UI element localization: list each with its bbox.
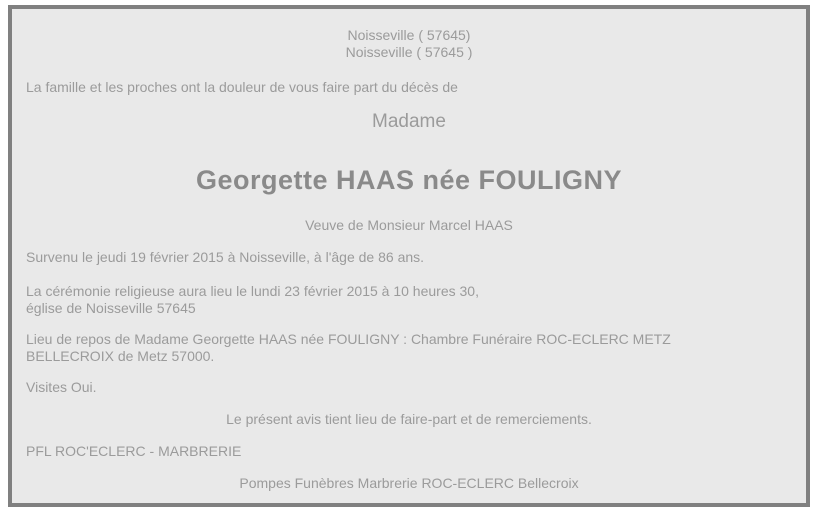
ceremony-block [26, 283, 792, 317]
closing-text: Le présent avis tient lieu de faire-part et de remerciements. [226, 411, 592, 427]
funeral-home-name: PFL ROC'ECLERC - MARBRERIE [26, 443, 242, 459]
footer-text: Pompes Funèbres Marbrerie ROC-ECLERC Bellecroix [239, 475, 579, 491]
death-info: Survenu le jeudi 19 février 2015 à Noisseville, à l'âge de 86 ans. [26, 249, 425, 265]
visits-text: Visites Oui. [26, 379, 97, 395]
repose-block [26, 331, 792, 365]
location-line-2: Noisseville ( 57645 ) [345, 44, 473, 60]
death-notice-panel [8, 5, 810, 507]
repose-line-2: BELLECROIX de Metz 57000. [26, 348, 215, 364]
ceremony-line-2: église de Noisseville 57645 [26, 300, 196, 316]
deceased-name: Georgette HAAS née FOULIGNY [195, 165, 623, 195]
location-line-1: Noisseville ( 57645) [347, 27, 471, 43]
relation-text: Veuve de Monsieur Marcel HAAS [305, 217, 513, 233]
intro-text: La famille et les proches ont la douleur de vous faire part du décès de [26, 79, 458, 95]
ceremony-line-1: La cérémonie religieuse aura lieu le lundi 23 février 2015 à 10 heures 30, [26, 283, 479, 299]
repose-line-1: Lieu de repos de Madame Georgette HAAS née FOULIGNY : Chambre Funéraire ROC-ECLERC METZ [26, 331, 671, 347]
title-prefix: Madame [372, 111, 446, 132]
location-block [26, 27, 792, 61]
